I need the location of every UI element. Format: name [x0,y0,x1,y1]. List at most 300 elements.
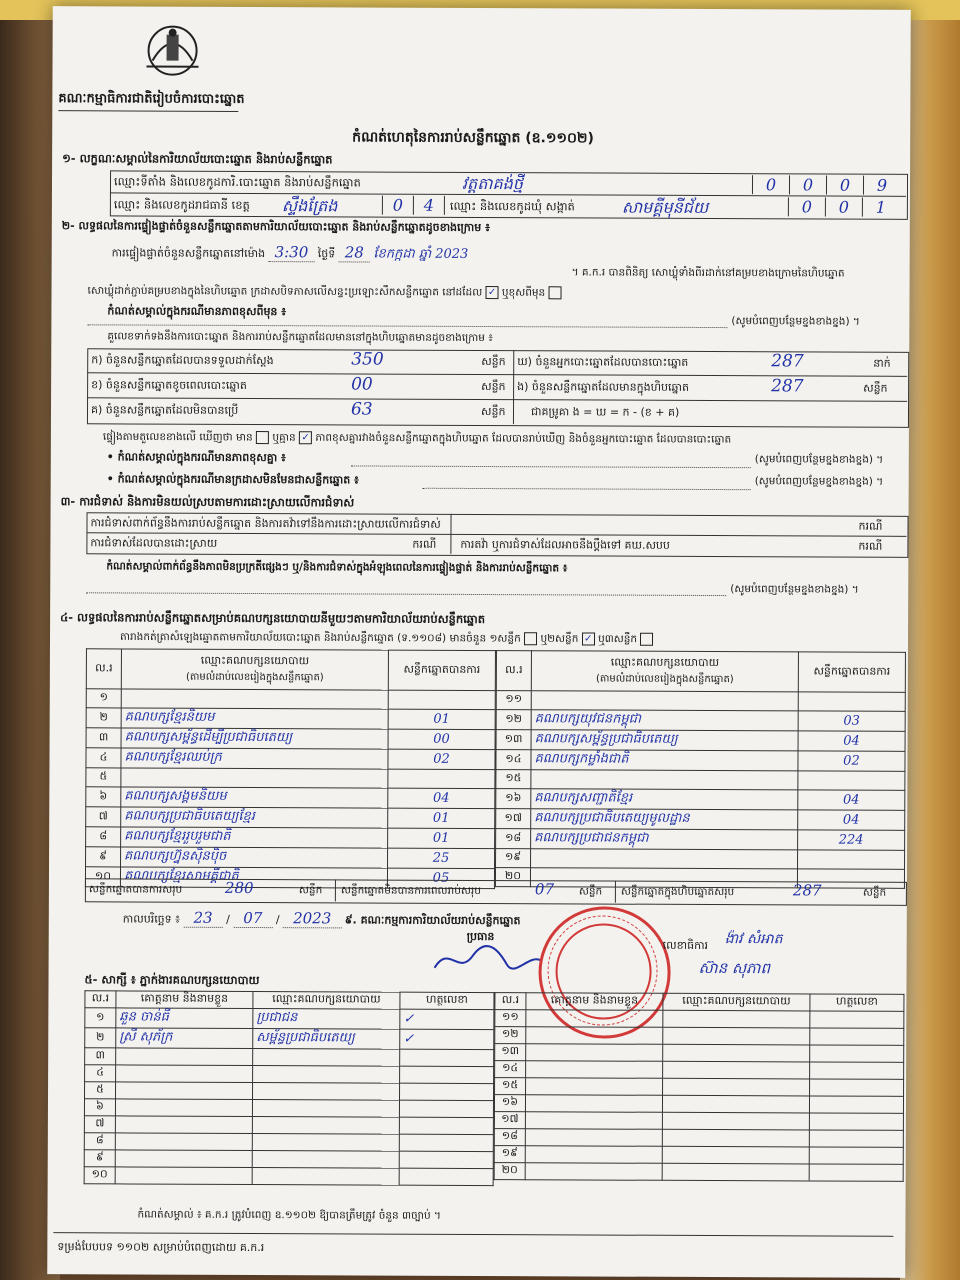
section5-heading: ៥- សាក្សី ៖ ភ្នាក់ងារគណបក្សនយោបាយ [84,972,260,988]
witness-row-party[interactable] [252,1100,399,1118]
diff-checkbox[interactable] [549,286,562,299]
col-votes: សន្លឹកឆ្នោតបានការ [798,652,905,692]
result-row-no: ១៩ [496,849,531,868]
results-left-rows [85,689,495,889]
commune-code-digit[interactable]: 1 [862,198,899,217]
bullet-paper-line[interactable] [423,488,751,490]
result-row-no: ៦ [86,787,121,807]
count-ka-unit: សន្លឹក [481,355,506,369]
form-page [47,6,911,1278]
diff-label: ឬខុសពីមុន [501,286,546,299]
total-invalid-label: សន្លឹកឆ្នោតមិនបានការពេលរាប់សរុប [340,884,481,898]
result-row-party[interactable]: គណបក្សខ្មែរឈប់ក្រ [121,748,388,769]
result-row-votes[interactable]: 01 [388,828,495,848]
result-row-party[interactable]: គណបក្សប្រជាជនកម្ពុជា [531,829,798,850]
result-row-party[interactable]: គណបក្សយុវជនកម្ពុជា [531,710,798,731]
total-box[interactable]: 287 [792,881,822,900]
sheets-2-label: ឬ២សន្លឹក [540,632,579,645]
witness-row-sig[interactable] [399,1134,493,1151]
discrepancy-text: ផ្ទៀងតាមតួលេខខាងលើ ឃើញថា មាន [102,430,253,444]
result-row-votes[interactable]: 224 [798,830,905,850]
result-row-votes[interactable]: 25 [388,848,495,868]
witness-row-no: ៦ [84,1099,115,1116]
bullet-diff-text: កំណត់សម្គាល់ក្នុងករណីមានភាពខុសគ្នា ៖ [117,450,286,465]
result-row-votes[interactable] [798,771,905,790]
chair-signature-icon [429,940,549,981]
result-row-party[interactable] [121,689,388,709]
chair-label: ប្រធាន [466,929,495,944]
witness-row-name[interactable]: ឆួន ចាន់ធី [116,1008,253,1029]
total-valid-label: សន្លឹកឆ្នោតបានការសរុប [88,883,183,896]
result-row-party[interactable]: គណបក្សខ្មែរសាមគ្គីជាតិ [120,867,387,888]
result-row-party[interactable]: គណបក្សសញ្ជាតិខ្មែរ [531,789,798,810]
result-row-party[interactable]: គណបក្សកម្លាំងជាតិ [531,750,798,771]
location-code [752,175,900,195]
witness-row-empty-cell[interactable] [663,1078,810,1096]
witness-row-empty-cell[interactable] [810,1062,904,1079]
result-row [496,730,905,752]
w-col-party: ឈ្មោះគណបក្សនយោបាយ [253,992,400,1010]
witness-row-no: ៤ [85,1065,116,1082]
witness-row-name[interactable] [115,1133,252,1151]
results-table-right [495,650,906,889]
witness-row-party[interactable] [252,1151,399,1169]
result-row [86,728,495,750]
date-day[interactable]: 23 [183,909,222,928]
witness-row [494,1146,903,1165]
results-right-rows [495,691,905,889]
result-row [496,770,905,791]
result-row-no: ១៥ [496,770,531,789]
result-row [86,768,495,789]
result-row-no: ២ [86,708,121,728]
count-kha-unit: សន្លឹក [481,380,506,394]
witness-row-empty-cell[interactable] [810,1045,904,1062]
witness-row-no: ១ [85,1008,116,1028]
witness-row-party[interactable]: សម្ព័ន្ធប្រជាធិបតេយ្យ [253,1029,400,1050]
bullet-diff-fill: (សូមបំពេញបន្ថែមខ្នងខាងខ្នង) ។ [754,453,884,466]
result-row-votes[interactable]: 04 [798,790,905,810]
witness-row [85,1065,494,1084]
commune-value[interactable]: សាមគ្គីមុនីជ័យ [621,197,709,217]
witness-row [495,1027,904,1046]
witness-row [84,1150,493,1169]
sheets-1-checkbox[interactable] [524,632,537,645]
witness-row-empty-cell[interactable] [525,1095,662,1113]
witness-row-party[interactable] [253,1066,400,1084]
tally-sheets [120,630,653,648]
result-row-party[interactable]: គណបក្សខ្មែរនិយម [121,708,388,729]
seal-text: សោឃ្លុំដាក់ភ្ជាប់គម្របខាងក្នុងនៃហិបឆ្នោត ក្រដាសបិទភាសលើសន្ទះប្រឡោះសឹកសន្លឹកឆ្នោត នៅដដែល [87,284,483,299]
witness-row-name[interactable] [115,1099,252,1117]
has-discrepancy-checkbox[interactable] [256,431,269,444]
w-col-party: ឈ្មោះគណបក្សនយោបាយ [663,993,810,1011]
result-row-no: ៤ [86,748,121,768]
col-party-sub: (តាមលំដាប់លេខរៀងក្នុងសន្លឹកឆ្នោត) [595,673,734,686]
witness-row-party[interactable]: ប្រជាជន [253,1009,400,1030]
secretary-name2[interactable]: ស៊ាន សុភាព [698,958,771,978]
witness-row-name[interactable] [116,1065,253,1083]
witness-right-rows [494,1010,904,1182]
col-no: ល.រ [86,649,121,689]
result-row-votes[interactable] [388,769,495,788]
verify-line [112,242,469,265]
verify-line-c: ។ គ.ក.រ បានពិនិត្យ សោឃ្លុំទាំងពីរដាក់នៅគម្របខាងក្រោមនៃហិបឆ្នោត [571,266,845,280]
witness-row [495,1010,904,1029]
result-row-no: ២០ [495,868,530,887]
count-kho-label: ឃ) ចំនួនអ្នកបោះឆ្នោតដែលបានបោះឆ្នោត [517,355,689,369]
witness-row-empty-cell[interactable] [526,1027,663,1045]
objection-resolved-case: ករណី [412,537,437,551]
result-row-votes[interactable] [388,690,495,709]
witness-row [85,1082,494,1101]
witness-row [85,1048,494,1067]
witness-row-empty-cell[interactable] [662,1163,809,1181]
totals-row [85,878,907,906]
w-col-sig: ហត្ថលេខា [400,992,494,1009]
witness-row-no: ១៦ [494,1095,525,1112]
witness-row-empty-cell[interactable] [662,1146,809,1164]
witness-row-no: ១៤ [495,1061,526,1078]
province-code [382,196,445,215]
witness-row-name[interactable] [115,1150,252,1168]
seal-line [87,284,561,302]
commune-code-digit[interactable]: 0 [825,198,862,217]
result-row-votes[interactable]: 04 [798,731,905,751]
counts-intro: គួលេខទាក់ទងនឹងការបោះឆ្នោត និងការរាប់សន្លឹកឆ្នោតដែលមាននៅក្នុងហិបឆ្នោតមានដូចខាងក្រោម ៖ [107,330,493,345]
witness-row-sig[interactable] [399,1151,493,1168]
witness-table-right [494,992,905,1182]
witness-row-no: ១២ [495,1027,526,1044]
objection-appeal-case: ករណី [858,539,883,553]
w-col-name: គោត្តនាម និងនាមខ្លួន [116,991,253,1009]
count-ko-unit: សន្លឹក [480,405,506,419]
witness-table-left [84,990,495,1186]
secretary-name[interactable]: ង៉ាវ សំអាត [724,931,783,948]
total-valid[interactable]: 280 [224,878,254,898]
bullet-diff: • កំណត់សម្គាល់ក្នុងករណីមានភាពខុសគ្នា ៖ [106,450,286,465]
result-row-votes[interactable]: 02 [388,749,495,769]
witness-row-no: ១០ [84,1167,115,1184]
witness-row-name[interactable] [116,1048,253,1066]
result-row-no: ៣ [86,728,121,748]
witness-row-name[interactable] [115,1167,252,1185]
count-ko-value[interactable]: 63 [350,399,373,420]
location-code-digit[interactable]: 0 [826,176,863,195]
objection-row1: ការជំទាស់ពាក់ព័ន្ធនឹងការរាប់សន្លឹកឆ្នោត និងការតវ៉ាទៅនឹងការដោះស្រាយលើការជំទាស់ [90,516,441,531]
objection-row1-case: ករណី [858,519,883,533]
witness-row-no: ១៩ [494,1146,525,1163]
result-row-no: ១៧ [496,809,531,829]
result-row [496,809,905,831]
total-box-unit: សន្លឹក [862,886,887,899]
witness-row-no: ១៥ [495,1078,526,1095]
witness-row [84,1116,493,1135]
witness-row-empty-cell[interactable] [810,1028,904,1045]
result-row-party[interactable] [531,849,798,869]
result-row-votes[interactable]: 01 [388,709,495,729]
result-row-no: ១១ [496,691,531,710]
witness-row-empty-cell[interactable] [525,1129,662,1147]
totals-divider [615,881,616,903]
result-row [86,827,495,849]
diff-note-label: កំណត់សម្គាល់ក្នុងករណីមានភាពខុសពីមុន ៖ [107,304,287,319]
result-row [496,750,905,772]
result-row [496,710,905,732]
result-row-votes[interactable]: 02 [798,751,905,771]
footer-rule [53,1232,893,1237]
secretary-label: លេខាធិការ [662,938,709,953]
result-row-party[interactable]: គណបក្សសង្គមនិយម [121,787,388,808]
witness-row-party[interactable] [252,1117,399,1135]
result-row-votes[interactable]: 00 [388,729,495,749]
witness-row-no: ៣ [85,1048,116,1065]
count-ko-label: គ) ចំនួនសន្លឹកឆ្នោតដែលមិនបានប្រើ [90,403,239,417]
commune-label: ឈ្មោះ និងលេខកូដឃុំ សង្កាត់ [449,198,575,214]
section2-heading: ២- លទ្ធផលនៃការផ្ទៀងផ្ទាត់ចំនួនសន្លឹកឆ្នោតតាមការិយាល័យបោះឆ្នោត និងរាប់សន្លឹកឆ្នោតដូចខាងក្រោម ៖ [61,219,490,235]
witness-row-sig[interactable] [400,1083,494,1100]
objection-appeal: ការតវ៉ា ឬការជំទាស់ដែលអាចនឹងប្តឹងទៅ គឃ.សបប [460,537,670,552]
irregularity-line[interactable] [86,592,726,596]
no-discrepancy-checkbox[interactable]: ✓ [299,431,312,444]
col-no: ល.រ [496,651,531,691]
witness-row-sig[interactable] [400,1066,494,1083]
org-name: គណៈកម្មាធិការជាតិរៀបចំការបោះឆ្នោត [58,91,245,107]
witness-row-empty-cell[interactable] [809,1113,903,1130]
result-row-no: ៧ [86,807,121,827]
verify-time[interactable]: 3:30 [269,243,315,262]
province-code-digit[interactable]: 0 [382,196,413,215]
witness-row [495,1061,904,1080]
bullet-paper: • កំណត់សម្គាល់ក្នុងករណីមានក្រដាសមិនមែនជាសន្លឹកឆ្នោត ៖ [106,472,359,487]
witness-row-empty-cell[interactable] [525,1163,662,1181]
result-row-no: ៥ [86,768,121,787]
witness-row [84,1133,493,1152]
witness-row [84,1099,493,1118]
result-row [86,748,495,770]
witness-row-party[interactable] [253,1083,400,1101]
witness-row-empty-cell[interactable] [810,1079,904,1096]
irregularity-note: កំណត់សម្គាល់ពាក់ព័ន្ធនឹងភាពមិនប្រក្រតីផ្សេងៗ ឬ/និងការជំទាស់ក្នុងអំឡុងពេលនៃការផ្ទៀងផ្ទាត់ និងការរាប់សន្លឹកឆ្នោត ៖ [106,560,568,575]
result-row [496,691,905,712]
bullet-diff-line[interactable] [351,465,751,468]
result-row-party[interactable]: គណបក្សប្រជាធិបតេយ្យខ្មែរ [121,807,388,828]
location-code-digit[interactable]: 0 [752,175,789,194]
objection-resolved: ការជំទាស់ដែលបានដោះស្រាយ [90,536,218,550]
witness-row-empty-cell[interactable] [525,1146,662,1164]
result-row [86,708,495,730]
result-row-no: ១៣ [496,730,531,750]
result-row [86,689,495,710]
result-row-votes[interactable] [798,850,905,869]
count-ngo-label: ង) ចំនួនសន្លឹកឆ្នោតដែលមានក្នុងហិបឆ្នោត [517,380,690,394]
witness-row-empty-cell[interactable] [663,1010,810,1028]
witness-row-no: ១៣ [495,1044,526,1061]
discrepancy-line [103,430,731,448]
result-row [496,829,905,851]
result-row-party[interactable]: គណបក្សខ្មែររួបរួមជាតិ [121,827,388,848]
col-party-title: ឈ្មោះគណបក្សនយោបាយ [200,653,310,668]
section3-heading: ៣- ការជំទាស់ និងការមិនយល់ស្របតាមការដោះស្រាយលើការជំទាស់ [60,494,355,510]
location-code-digit[interactable]: 0 [789,175,826,194]
location-code-digit[interactable]: 9 [863,176,900,195]
result-row-votes[interactable]: 05 [387,868,494,888]
count-kho-value[interactable]: 287 [771,351,804,372]
witness-row-empty-cell[interactable] [526,1010,663,1028]
diff-note-fill: (សូមបំពេញបន្ថែមខ្នងខាងខ្នង) ។ [731,315,860,328]
witness-row-party[interactable] [252,1134,399,1152]
witness-row-sig[interactable]: ✓ [400,1029,494,1049]
witness-row-name[interactable] [116,1082,253,1100]
province-label: ឈ្មោះ និងលេខកូដរាជធានី ខេត្ត [113,197,250,212]
emblem-icon [136,21,208,81]
result-row [496,789,905,811]
witness-row-empty-cell[interactable] [662,1112,809,1130]
form-title: កំណត់ហេតុនៃការរាប់សន្លឹកឆ្នោត (ឧ.១១០២) [352,129,594,147]
witness-row-empty-cell[interactable] [526,1078,663,1096]
date-month[interactable]: 07 [233,909,272,928]
count-kho-unit: នាក់ [873,356,891,370]
footer-text: ទម្រង់បែបបទ ១១០២ សម្រាប់បំពេញដោយ គ.ក.រ [57,1240,265,1255]
witness-row-no: ២០ [494,1163,525,1180]
totals-divider [335,879,336,901]
org-underline [58,110,238,112]
result-row-no: ១២ [496,710,531,730]
witness-row-empty-cell[interactable] [809,1164,903,1181]
count-kha-value[interactable]: 00 [351,374,373,395]
result-row-votes[interactable]: 01 [388,808,495,828]
witness-row-name[interactable]: ស្រី សុភ័ក្រ [116,1028,253,1049]
location-value[interactable]: វត្តតាគង់ថ្មី [461,173,523,194]
sheets-3-checkbox[interactable] [640,633,653,646]
witness-row-name[interactable] [115,1116,252,1134]
witness-row-sig[interactable] [399,1100,493,1117]
result-row-votes[interactable]: 04 [798,810,905,830]
province-value[interactable]: ស្ទឹងត្រែង [281,196,338,216]
result-row [86,847,495,869]
witness-row [495,1044,904,1063]
total-invalid[interactable]: 07 [534,880,555,899]
witness-row-empty-cell[interactable] [526,1044,663,1062]
province-code-digit[interactable]: 4 [413,196,445,215]
witness-row-no: ១១ [495,1010,526,1027]
witness-row-empty-cell[interactable] [663,1044,810,1062]
witness-row-party[interactable] [252,1168,399,1186]
count-ka-value[interactable]: 350 [351,349,384,370]
witness-row-party[interactable] [253,1049,400,1067]
diff-note-line[interactable] [87,324,727,328]
witness-row-empty-cell[interactable] [525,1112,662,1130]
date-year[interactable]: 2023 [283,909,341,928]
commune-code-digit[interactable]: 0 [788,197,825,216]
count-ngo-value[interactable]: 287 [771,376,804,397]
witness-row-empty-cell[interactable] [526,1061,663,1079]
result-row-no: ១៦ [496,789,531,809]
location-label: ឈ្មោះទីតាំង និងលេខកូដការិ.បោះឆ្នោត និងរាប់សន្លឹកឆ្នោត [113,174,361,190]
witness-row-empty-cell[interactable] [809,1130,903,1147]
witness-row-sig[interactable]: ✓ [400,1009,494,1029]
witness-row-empty-cell[interactable] [662,1129,809,1147]
date-line: កាលបរិច្ឆេទ ៖ 23 / 07 / 2023 ៩. គណៈកម្មការការិយាល័យរាប់សន្លឹកឆ្នោត [122,908,521,928]
witness-row-no: ១៧ [494,1112,525,1129]
result-row [86,807,495,829]
witness-row-empty-cell[interactable] [809,1147,903,1164]
result-row-no: ៨ [86,827,121,847]
w-col-no: ល.រ [85,991,116,1008]
result-row-votes[interactable]: 04 [388,788,495,808]
sheets-3-label: ឬ៣សន្លឹក [598,633,638,646]
footnote: កំណត់សម្គាល់ ៖ គ.ក.រ ត្រូវបំពេញ ឧ.១១០២ ឱ្យបានត្រឹមត្រូវ ចំនួន ៣ច្បាប់ ។ [137,1208,441,1222]
result-row-party[interactable]: គណបក្សប្រជាធិបតេយ្យមូលដ្ឋាន [531,809,798,830]
discrepancy-or: ឬគ្មាន [272,431,296,444]
result-row-party[interactable] [531,691,798,711]
witness-row-sig[interactable] [400,1049,494,1066]
witness-row [85,1028,494,1050]
witness-row [84,1167,493,1186]
witness-row-no: ១៨ [494,1129,525,1146]
total-valid-unit: សន្លឹក [298,884,323,897]
witness-row [495,1078,904,1097]
witness-row-empty-cell[interactable] [809,1096,903,1113]
witness-row-no: ៥ [85,1082,116,1099]
date-label: កាលបរិច្ឆេទ ៖ [122,912,181,926]
verify-time-label: ការផ្ទៀងផ្ទាត់ចំនួនសន្លឹកឆ្នោតនៅម៉ោង [111,246,266,261]
section3-vdivider [450,514,451,554]
result-row-votes[interactable] [798,692,905,711]
discrepancy-text-c: ភាពខុសគ្នារវាងចំនួនសន្លឹកឆ្នោតក្នុងហិបឆ្នោត ដែលបានរាប់ឃើញ និងចំនួនអ្នកបោះឆ្នោត ដែលបានបោះឆ្នោត [315,431,732,446]
witness-row-no: ៩ [84,1150,115,1167]
col-votes: សន្លឹកឆ្នោតបានការ [388,650,495,690]
witness-row [494,1095,903,1114]
witness-row-sig[interactable] [399,1117,493,1134]
sheets-2-checkbox[interactable]: ✓ [582,632,595,645]
section4-heading: ៤- លទ្ធផលនៃការរាប់សន្លឹកឆ្នោតសម្រាប់គណបក្សនយោបាយនីមួយៗតាមការិយាល័យរាប់សន្លឹកឆ្នោត [60,610,486,627]
witness-row-empty-cell[interactable] [663,1061,810,1079]
bullet-paper-text: កំណត់សម្គាល់ក្នុងករណីមានក្រដាសមិនមែនជាសន្លឹកឆ្នោត ៖ [117,472,359,487]
w-col-name: គោត្តនាម និងនាមខ្លួន [526,993,663,1011]
result-row-party[interactable]: គណបក្សសម្ព័ន្ធប្រជាធិបតេយ្យ [531,730,798,751]
result-row-party[interactable] [531,770,798,790]
result-row-votes[interactable]: 03 [798,711,905,731]
committee-label: ៩. គណៈកម្មការការិយាល័យរាប់សន្លឹកឆ្នោត [344,913,521,928]
result-row-no: ១៤ [496,750,531,770]
result-row [86,787,495,809]
result-row [496,849,905,870]
col-party-title: ឈ្មោះគណបក្សនយោបាយ [610,655,720,670]
witness-row-empty-cell[interactable] [810,1011,904,1028]
total-invalid-unit: សន្លឹក [578,885,603,898]
witness-row-empty-cell[interactable] [663,1027,810,1045]
witness-row [494,1163,903,1182]
result-row-no: ១០ [85,867,120,887]
verify-day-label: ថ្ងៃទី [317,247,336,261]
commune-code [788,197,899,216]
tally-sheets-text: តារាងកត់ត្រាសំឡេងឆ្នោតតាមការិយាល័យបោះឆ្នោត និងរាប់សន្លឹកឆ្នោត (ទ.១១០៨) មានចំនួន ១សន្លឹក [119,630,521,645]
witness-left-rows [84,1008,494,1186]
witness-row-empty-cell[interactable] [662,1095,809,1113]
witness-row-no: ៧ [84,1116,115,1133]
result-row-party[interactable]: គណបក្សសម្ព័ន្ធដើម្បីប្រជាធិបតេយ្យ [121,728,388,749]
result-row-party[interactable]: គណបក្សហ្វ៊ុនស៊ិនប៉ិច [121,847,388,868]
section1-heading: ១- លក្ខណៈសម្គាល់នៃការិយាល័យបោះឆ្នោត និងរាប់សន្លឹកឆ្នោត [62,151,333,167]
verify-month-year[interactable]: ខែកក្កដា ឆ្នាំ 2023 [373,246,469,262]
irregularity-fill: (សូមបំពេញបន្ថែមខ្នងខាងខ្នង) ។ [730,583,859,596]
witness-row-sig[interactable] [399,1168,493,1185]
same-checkbox[interactable]: ✓ [486,286,499,299]
verify-day[interactable]: 28 [339,243,370,262]
witness-row [494,1129,903,1148]
result-row-party[interactable] [121,768,388,788]
